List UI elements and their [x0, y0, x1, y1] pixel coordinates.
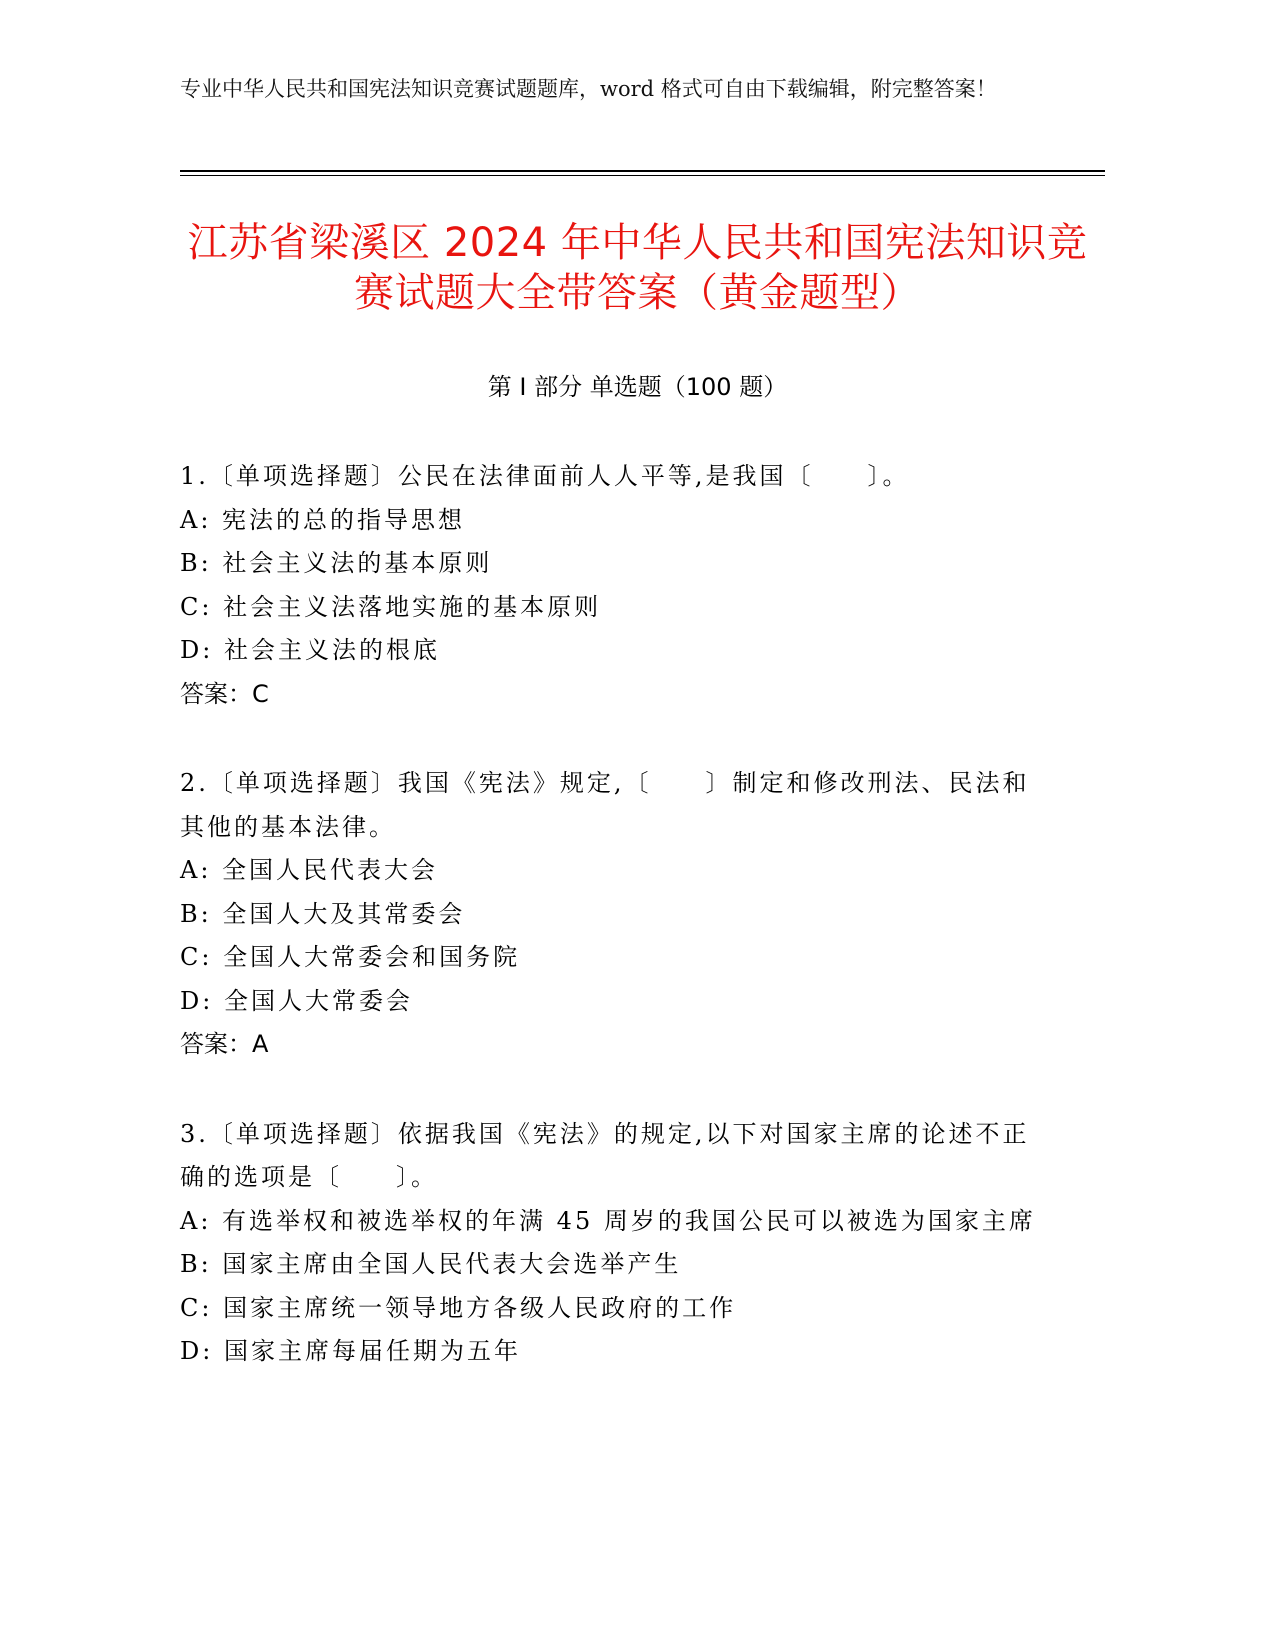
- answer-line: 答案：C: [180, 679, 269, 708]
- option-b: B: 全国人大及其常委会: [180, 899, 466, 928]
- option-c: C: 社会主义法落地实施的基本原则: [180, 592, 602, 621]
- question-1: [180, 455, 1040, 716]
- question-2: [180, 762, 1040, 1067]
- header-note: 专业中华人民共和国宪法知识竞赛试题题库，word 格式可自由下载编辑，附完整答案！: [180, 77, 997, 101]
- option-d: D: 全国人大常委会: [180, 986, 413, 1015]
- option-b: B: 社会主义法的基本原则: [180, 549, 493, 577]
- header-rule: [180, 170, 1105, 172]
- question-3: [180, 1113, 1040, 1374]
- option-d: D: 国家主席每届任期为五年: [180, 1337, 521, 1365]
- answer-line: 答案：A: [180, 1030, 269, 1058]
- question-stem: 3.〔单项选择题〕依据我国《宪法》的规定,以下对国家主席的论述不正确的选项是〔 〕。: [180, 1119, 1030, 1191]
- question-stem: 2.〔单项选择题〕我国《宪法》规定,〔 〕制定和修改刑法、民法和其他的基本法律。: [180, 769, 1030, 841]
- question-list: [180, 455, 1040, 1420]
- header-rule-thin: [180, 175, 1105, 176]
- section-heading: 第 I 部分 单选题（100 题）: [487, 373, 788, 401]
- question-stem: 1.〔单项选择题〕公民在法律面前人人平等,是我国〔 〕。: [180, 462, 910, 490]
- option-d: D: 社会主义法的根底: [180, 636, 440, 664]
- option-a: A: 宪法的总的指导思想: [180, 505, 466, 534]
- option-c: C: 全国人大常委会和国务院: [180, 943, 521, 971]
- option-b: B: 国家主席由全国人民代表大会选举产生: [180, 1250, 682, 1278]
- document-title: 江苏省梁溪区 2024 年中华人民共和国宪法知识竞赛试题大全带答案（黄金题型）: [187, 220, 1088, 316]
- option-a: A: 有选举权和被选举权的年满 45 周岁的我国公民可以被选为国家主席: [180, 1206, 1036, 1235]
- option-c: C: 国家主席统一领导地方各级人民政府的工作: [180, 1293, 737, 1322]
- option-a: A: 全国人民代表大会: [180, 856, 439, 884]
